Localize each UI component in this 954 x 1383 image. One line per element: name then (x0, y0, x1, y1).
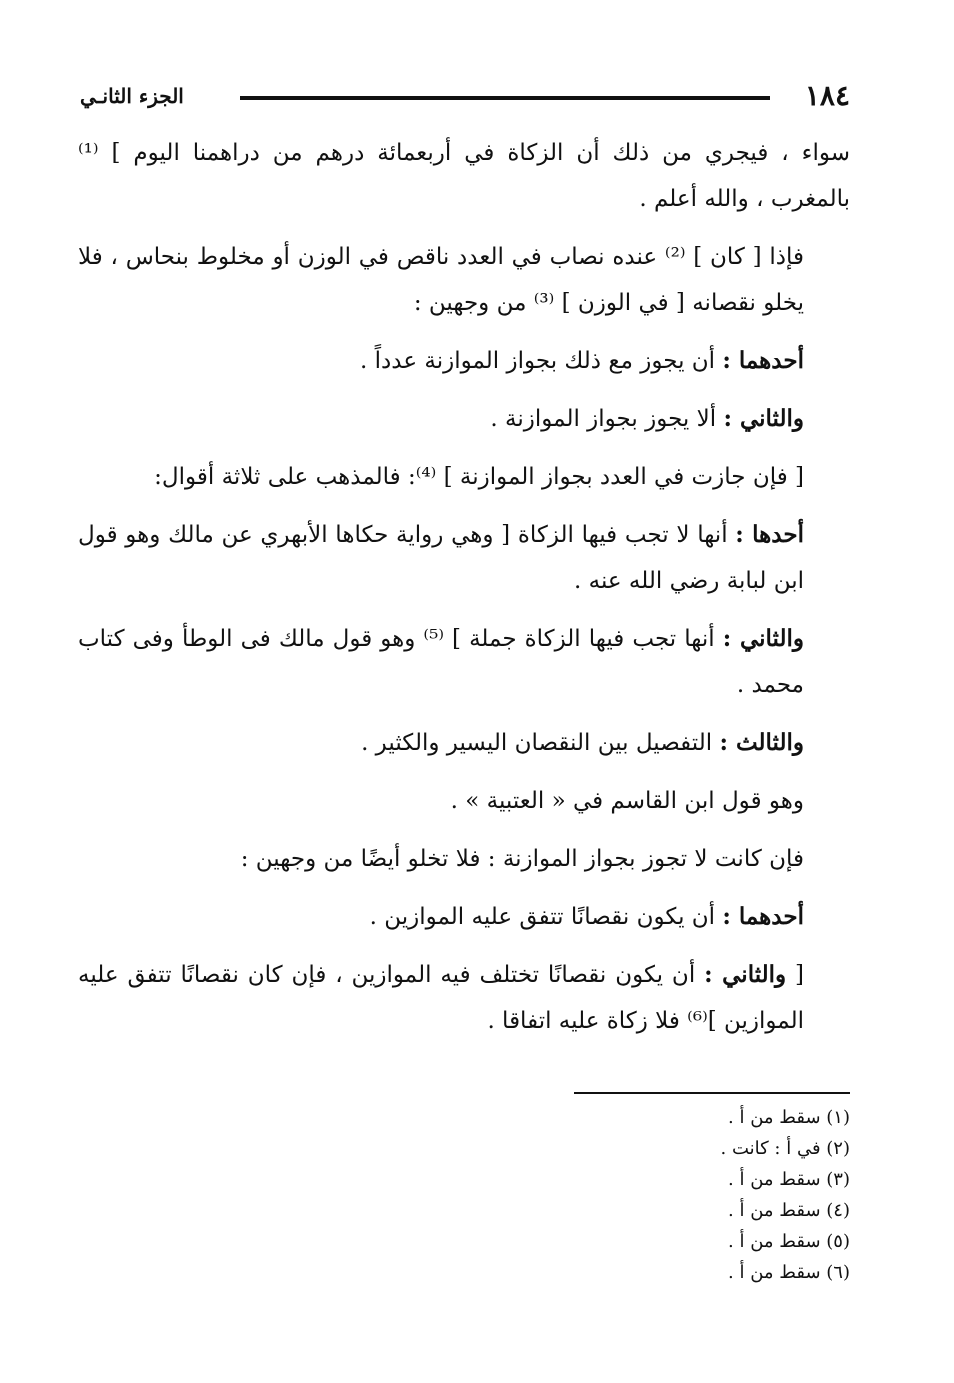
paragraph-text: وهو قول ابن القاسم في « العتبية » . (450, 788, 804, 814)
paragraph-lead: أحدهما : (722, 903, 804, 930)
paragraph-12 (78, 952, 850, 1044)
paragraph-text: فإن كانت لا تجوز بجواز الموازنة : فلا تخلو أيضًا من وجهين : (240, 846, 804, 872)
header-rule (240, 96, 770, 100)
footnote-3: (٣) سقط من أ . (728, 1169, 850, 1190)
paragraph-lead: والثاني : (704, 961, 787, 988)
paragraph-2 (78, 234, 850, 326)
footnote-6: (٦) سقط من أ . (728, 1262, 850, 1283)
paragraph-text: سواء ، فيجري من ذلك أن الزكاة في أربعمائة درهم من دراهمنا اليوم ] ⁽¹⁾ بالمغرب ، والله أعلم . (78, 140, 850, 212)
paragraph-lead: والثالث : (719, 729, 804, 756)
paragraph-10 (78, 836, 850, 882)
paragraph-text: التفصيل بين النقصان اليسير والكثير . (361, 730, 720, 756)
paragraph-text: فإذا [ كان ] ⁽²⁾ عنده نصاب في العدد ناقص في الوزن أو مخلوط بنحاس ، فلا يخلو نقصانه [ في الوزن ] ⁽³⁾ من وجهين : (78, 244, 804, 316)
paragraph-text: أن يكون نقصانًا تتفق عليه الموازين . (369, 904, 723, 930)
paragraph-text: أن يكون نقصانًا تختلف فيه الموازين ، فإن كان نقصانًا تتفق عليه الموازين ]⁽⁶⁾ فلا زكاة عليه اتفاقا . (78, 962, 804, 1034)
paragraph-9 (78, 778, 850, 824)
paragraph-lead: والثاني : (722, 625, 804, 652)
footnote-2: (٢) في أ : كانت . (720, 1138, 850, 1159)
footnote-4: (٤) سقط من أ . (728, 1200, 850, 1221)
paragraph-lead: أحدهما : (722, 347, 804, 374)
paragraph-lead: والثاني : (723, 405, 804, 432)
paragraph-text: أن يجوز مع ذلك بجواز الموازنة عدداً . (360, 348, 723, 374)
paragraph-text: [ فإن جازت في العدد بجواز الموازنة ] ⁽⁴⁾: فالمذهب على ثلاثة أقوال: (154, 464, 804, 490)
running-title: الجزء الثانـي (80, 84, 184, 108)
paragraph-lead: أحدها : (735, 521, 804, 548)
paragraph-7 (78, 616, 850, 708)
footnotes (530, 1102, 850, 1288)
paragraph-1 (78, 130, 850, 222)
paragraph-text: ألا يجوز بجواز الموازنة . (490, 406, 724, 432)
main-text (78, 130, 850, 1056)
footnote-5: (٥) سقط من أ . (728, 1231, 850, 1252)
paragraph-8 (78, 720, 850, 766)
paragraph-3 (78, 338, 850, 384)
page-header (80, 78, 850, 118)
paragraph-5 (78, 454, 850, 500)
paragraph-text: أنها لا تجب فيها الزكاة [ وهي رواية حكاها الأبهري عن مالك وهو قول ابن لبابة رضي الله عنه . (78, 522, 804, 594)
page-number: ١٨٤ (804, 79, 850, 112)
paragraph-11 (78, 894, 850, 940)
paragraph-4 (78, 396, 850, 442)
paragraph-bracket: [ (786, 962, 804, 988)
paragraph-text: أنها تجب فيها الزكاة جملة ] ⁽⁵⁾ وهو قول مالك فى الوطأ وفى كتاب محمد . (78, 626, 804, 698)
footnote-1: (١) سقط من أ . (728, 1107, 850, 1128)
paragraph-6 (78, 512, 850, 604)
footnote-rule (574, 1092, 850, 1094)
